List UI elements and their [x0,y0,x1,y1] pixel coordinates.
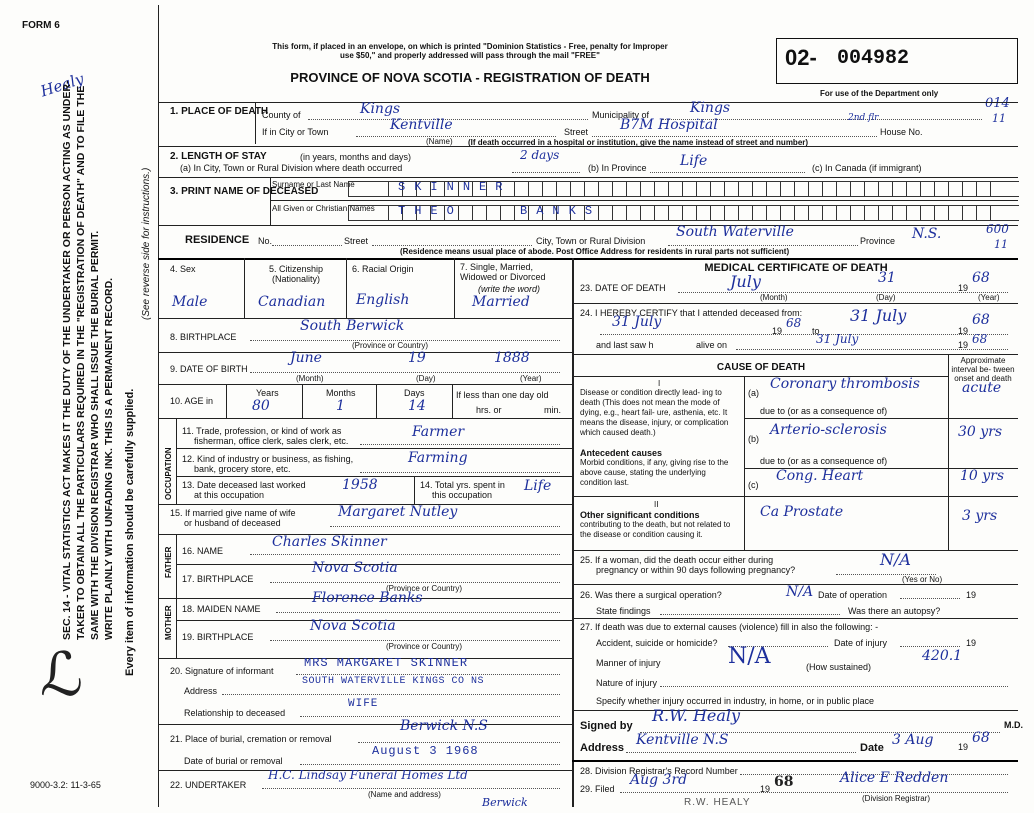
burial-date-value: August 3 1968 [372,744,479,758]
external-cause-value: N/A [728,644,771,669]
spouse-label2-text: or husband of deceased [184,518,281,528]
mother-side-label: MOTHER [164,605,173,640]
place-house-label-text: House No. [880,127,923,137]
letter-box [739,206,753,220]
page-title: PROVINCE OF NOVA SCOTIA - REGISTRATION OF DEATH [290,70,650,85]
letter-box [879,206,893,220]
letter-box [795,182,809,196]
letter-box [767,206,781,220]
medical-antecedent-label-text: Antecedent causes [580,448,663,458]
death-year: 68 [972,270,990,286]
letter-box [697,206,711,220]
letter-box [543,182,557,196]
pregnancy-value: N/A [880,550,911,569]
letter-box [683,206,697,220]
letter-box [655,206,669,220]
medical-d-label-text: (Day) [876,293,896,302]
letter-box [753,206,767,220]
place-street-label-text: Street [564,127,589,137]
medical-accident-text: Accident, suicide or homicide? [596,638,718,648]
letter-box [823,206,837,220]
letter-box [349,206,389,220]
medical-antecedent-sub-text: Morbid conditions, if any, giving rise to the above cause, stating the underlying condition last. [580,458,729,487]
medical-sustained-text: (How sustained) [806,662,872,672]
name-surname-6-text: R [495,180,512,194]
residence-city-value: South Waterville [676,224,794,240]
letter-box [837,206,851,220]
dept-code-2: 11 [992,112,1006,125]
medical-op-date-text: Date of operation [818,590,888,600]
letter-box [349,182,389,196]
medical-c19a-text: 19 [966,590,977,600]
medical-specify-text: Specify whether injury occurred in industry, in home, or in public place [596,696,874,706]
direct-cause-label: Disease or condition directly lead- ing to death (This does not mean the mode of dying, e.g., heart fail- ure, asthenia, etc. It means the disease, injury, or complication which caused death.) [580,388,729,437]
undertaker-sub-text: (Name and address) [368,790,441,799]
letter-box [655,182,669,196]
letter-box [963,182,977,196]
medical-l24-text: 24. I HEREBY CERTIFY that I attended deceased from: [580,308,803,318]
medical-manner-text: Manner of injury [596,658,661,668]
age-hrs-label-text: hrs. or [476,405,502,415]
medical-autopsy-text: Was there an autopsy? [848,606,941,616]
occupation-l14-text: 14. Total yrs. spent in [420,480,505,490]
informant-address-value: SOUTH WATERVILLE KINGS CO NS [302,676,485,687]
name-surname-2-text: I [430,180,447,194]
burial-place-value: Berwick N.S [400,718,488,734]
medical-date-y-pre-text: 19 [958,742,969,752]
stay-label-text: 2. LENGTH OF STAY [170,151,267,162]
letter-box [921,206,935,220]
undertaker-address-value: Berwick [482,796,528,809]
occupation-l14b-text: this occupation [432,490,493,500]
medical-b-label-text: (b) [748,434,759,444]
age-years-label-text: Years [256,388,279,398]
margin-name: Healy [38,69,86,101]
stay-c-label-text: (c) In Canada (if immigrant) [812,163,922,173]
name-given2-2-text: N [552,204,569,218]
medical-roman2-text: II [654,500,659,509]
last-worked-value: 1958 [342,477,378,493]
municipality-value: Kings [690,100,731,116]
dept-code-4: 11 [994,238,1008,251]
cause-a-value: Coronary thrombosis [770,376,920,392]
letter-box [585,182,599,196]
surname-value [398,180,511,194]
residence-city-label-text: City, Town or Rural Division [536,236,646,246]
registration-number-box [776,38,1018,84]
letter-box [795,206,809,220]
father-birthplace-value: Nova Scotia [312,560,398,576]
undertaker-value: H.C. Lindsay Funeral Homes Ltd [268,768,468,782]
medical-other-label-text: Other significant conditions [580,510,700,520]
dept-code-3: 600 [986,222,1009,236]
name-surname-label-text: Surname or Last Name [272,180,355,189]
registrar-filed-y-pre-text: 19 [760,784,771,794]
citizenship-value: Canadian [258,294,326,310]
medical-y-label-text: (Year) [978,293,1000,302]
cause-b-interval: 30 yrs [958,424,1003,440]
letter-box [599,182,613,196]
note-line1-text: This form, if placed in an envelope, on which is printed "Dominion Statistics - Free, penalty for Improper [272,42,668,51]
letter-box [613,206,627,220]
letter-box [725,206,739,220]
spouse-value: Margaret Nutley [338,504,458,520]
medical-date-label-text: Date [860,742,884,754]
stamp-name: R.W. HEALY [684,797,751,808]
registrar-l29-text: 29. Filed [580,784,615,794]
cause-b-value: Arterio-sclerosis [770,422,887,438]
name-given1-0-text: T [398,204,415,218]
registration-number: 004982 [837,47,910,70]
place-institution-note-text: (If death occurred in a hospital or institution, give the name instead of street and number) [468,138,809,147]
mother-name-value: Florence Banks [312,590,423,606]
medical-c19b-text: 19 [966,638,977,648]
name-given2-1-text: A [536,204,553,218]
county-value: Kings [360,101,401,117]
father-name-label-text: 16. NAME [182,546,224,556]
dob-d-label-text: (Day) [416,374,436,383]
letter-box [935,182,949,196]
death-day: 31 [878,270,896,286]
relationship-value: WIFE [348,698,379,710]
letter-box [683,182,697,196]
mother-bp-label-text: 19. BIRTHPLACE [182,632,254,642]
letter-box [963,206,977,220]
letter-box [767,182,781,196]
father-side-label: FATHER [164,546,173,578]
name-surname-1-text: K [414,180,431,194]
medical-l26-text: 26. Was there a surgical operation? [580,590,722,600]
name-surname-4-text: N [462,180,480,194]
stay-a-label-text: (a) In City, Town or Rural Division where death occurred [180,163,403,173]
letter-box [809,206,823,220]
letter-box [487,206,501,220]
medical-cause-title-text: CAUSE OF DEATH [716,362,806,373]
medical-findings-text: State findings [596,606,651,616]
side-statute2-text: TAKER TO OBTAIN ALL THE PARTICULARS REQUIRED IN THE "REGISTRATION OF DEATH" AND TO FILE THE [75,85,87,640]
letter-box [809,182,823,196]
personal-marital-label-text: 7. Single, Married, Widowed or Divorced [460,262,546,282]
birthplace-label-text: 8. BIRTHPLACE [170,332,237,342]
name-given2-3-text: K [568,204,585,218]
cause-c-interval: 10 yrs [960,468,1005,484]
filed-year: 68 [774,774,794,790]
medical-md-text: M.D. [1004,720,1023,730]
letter-box [529,182,543,196]
letter-box [879,182,893,196]
note-line2-text: use $50," and properly addressed will pass through the mail "FREE" [340,51,600,60]
letter-box [515,182,529,196]
attended-from-year: 68 [786,316,802,330]
age-days: 14 [408,398,426,414]
surgery-value: N/A [786,584,814,600]
medical-year-pre-text: 19 [958,283,969,293]
attended-to: 31 July [850,306,907,325]
letter-box [641,182,655,196]
residence-street-label-text: Street [344,236,369,246]
medical-from-y-pre-text: 19 [772,326,783,336]
stay-b-label-text: (b) In Province [588,163,647,173]
stay-province-value: Life [680,153,708,169]
dob-m-label-text: (Month) [296,374,324,383]
dob-month: June [290,350,322,366]
medical-c-label-text: (c) [748,480,759,490]
letter-box [851,206,865,220]
registrar-sub-text: (Division Registrar) [862,794,931,803]
residence-province-value: N.S. [912,226,942,242]
cause-a-interval: acute [962,380,1002,396]
code-value: 420.1 [922,648,963,664]
place-name-label-text: (Name) [426,137,453,146]
medical-title: MEDICAL CERTIFICATE OF DEATH [704,262,888,274]
other-condition-value: Ca Prostate [760,504,844,520]
name-given1-2-text: E [430,204,447,218]
medical-due2-text: due to (or as a consequence of) [760,456,888,466]
personal-cit-sub-text: (Nationality) [271,274,320,284]
letter-box [837,182,851,196]
letter-box [949,182,963,196]
personal-race-label-text: 6. Racial Origin [352,264,414,274]
dob-year: 1888 [494,350,530,366]
cause-c-value: Cong. Heart [776,468,864,484]
medical-yn-text: (Yes or No) [902,575,943,584]
letter-box [627,206,641,220]
residence-label-text: RESIDENCE [185,234,250,246]
form-number: FORM 6 [22,20,60,31]
age-lt-label-text: If less than one day old [456,390,549,400]
father-bp-label-text: 17. BIRTHPLACE [182,574,254,584]
letter-box [753,182,767,196]
dob-label-text: 9. DATE OF BIRTH [170,364,248,374]
medical-l25b-text: pregnancy or within 90 days following pregnancy? [596,565,796,575]
letter-box [557,182,571,196]
occupation-l13b-text: at this occupation [194,490,265,500]
city-value: Kentville [390,117,453,133]
medical-other-sub-text: contributing to the death, but not related to the disease or condition causing it. [580,520,731,539]
age-label-text: 10. AGE in [170,396,214,406]
letter-box [627,182,641,196]
attended-to-year: 68 [972,312,990,328]
letter-box [977,206,991,220]
dob-day: 19 [408,350,426,366]
medical-l23-text: 23. DATE OF DEATH [580,283,666,293]
age-months: 1 [336,398,345,414]
mother-birthplace-value: Nova Scotia [310,618,396,634]
residence-note-text: (Residence means usual place of abode. Post Office Address for residents in rural parts not sufficient) [400,247,790,256]
medical-to-label-text: to [812,326,820,336]
age-years: 80 [252,398,270,414]
name-given2-4-text: S [584,204,602,218]
medical-last-y-pre-text: 19 [958,340,969,350]
letter-box [599,206,613,220]
letter-box [781,206,795,220]
medical-l27-text: 27. If death was due to external causes (violence) fill in also the following: - [580,622,879,632]
given-value-1 [398,204,463,218]
letter-box [641,206,655,220]
stay-city-value: 2 days [520,148,560,162]
total-years-value: Life [524,478,552,494]
letter-box [893,182,907,196]
letter-box [851,182,865,196]
birthplace-value: South Berwick [300,318,405,334]
personal-sex-label-text: 4. Sex [170,264,196,274]
name-given1-3-text: O [446,204,463,218]
birthplace-sub-text: (Province or Country) [352,341,429,350]
side-statute4-text: WRITE PLAINLY WITH UNFADING INK. THIS IS A PERMANENT RECORD. [103,277,115,640]
place-city-label-text: If in City or Town [262,127,329,137]
place-label: 1. PLACE OF DEATH [170,106,269,117]
residence-no-label-text: No. [258,236,273,246]
last-seen-year: 68 [972,332,988,346]
age-months-label-text: Months [326,388,356,398]
informant-rel-label-text: Relationship to deceased [184,708,286,718]
name-label-text: 3. PRINT NAME OF DECEASED [170,186,319,197]
marital-value: Married [472,294,530,310]
side-reverse: (See reverse side for instructions.) [141,167,152,320]
letter-box [711,206,725,220]
physician-signature: R.W. Healy [652,706,741,725]
side-statute [60,80,116,640]
undertaker-label-text: 22. UNDERTAKER [170,780,247,790]
attended-from: 31 July [612,314,662,330]
medical-to-y-pre-text: 19 [958,326,969,336]
stay-label-sub-text: (in years, months and days) [300,152,412,162]
letter-box [697,182,711,196]
personal-cit-label-text: 5. Citizenship [268,264,324,274]
letter-box [501,206,515,220]
mail-note [200,42,740,60]
filed-date: Aug 3rd [630,772,688,788]
father-bp-sub-text: (Province or Country) [386,584,463,593]
letter-box [669,182,683,196]
letter-box [907,182,921,196]
medical-nature-text: Nature of injury [596,678,658,688]
mother-bp-sub-text: (Province or Country) [386,642,463,651]
mother-name-label-text: 18. MAIDEN NAME [182,604,261,614]
registrar-l28-text: 28. Division Registrar's Record Number [580,766,738,776]
residence-province-label-text: Province [860,236,896,246]
last-seen: 31 July [816,332,859,346]
occupation-l13-text: 13. Date deceased last worked [182,480,306,490]
medical-a-label-text: (a) [748,388,759,398]
dept-code-1: 014 [985,96,1010,111]
place-county-label-text: County of [262,110,301,120]
letter-box [725,182,739,196]
registrar-signature: Alice E Redden [840,770,949,786]
letter-box [977,182,991,196]
informant-addr-label-text: Address [184,686,218,696]
occupation-l11b-text: fisherman, office clerk, sales clerk, etc. [194,436,349,446]
burial-label-text: 21. Place of burial, cremation or removal [170,734,332,744]
medical-injury-date-text: Date of injury [834,638,888,648]
place-municipality-label-text: Municipality of [592,110,650,120]
street-value: B7M Hospital [620,117,718,133]
other-condition-interval: 3 yrs [962,508,998,524]
letter-box [935,206,949,220]
given-value-2 [520,204,601,218]
name-surname-0-text: S [398,180,415,194]
margin-initial-mark: ℒ [40,640,84,710]
physician-address: Kentville N.S [636,732,729,748]
letter-box [711,182,725,196]
side-statute-text: SEC. 14 - VITAL STATISTICS ACT MAKES IT THE DUTY OF THE UNDERTAKER OR PERSON ACTING AS UNDER- [61,80,73,640]
racial-origin-value: English [356,292,410,308]
letter-box [949,206,963,220]
personal-marital-sub-text: (write the word) [478,284,541,294]
name-surname-3-text: N [446,180,463,194]
medical-alive-label-text: alive on [696,340,728,350]
letter-box [571,182,585,196]
letter-box [613,182,627,196]
burial-date-label-text: Date of burial or removal [184,756,283,766]
medical-interval-label-text: Approximate interval be- tween onset and death [951,356,1015,383]
medical-l25-text: 25. If a woman, did the death occur either during [580,555,774,565]
occupation-l11-text: 11. Trade, profession, or kind of work as [182,426,342,436]
reg-prefix-text: 02- [785,45,817,70]
occupation-l12b-text: bank, grocery store, etc. [194,464,291,474]
side-statute3-text: SAME WITH THE DIVISION REGISTRAR WHO SHALL ISSUE THE BURIAL PERMIT. [89,230,101,640]
certificate-year: 68 [972,730,990,746]
letter-box [669,206,683,220]
age-days-label-text: Days [404,388,425,398]
house-note: 2nd flr [848,113,879,123]
medical-last-label-text: and last saw h [596,340,654,350]
medical-due1-text: due to (or as a consequence of) [760,406,888,416]
sex-value: Male [172,294,208,310]
letter-box [907,206,921,220]
letter-box [893,206,907,220]
letter-box [781,182,795,196]
letter-box [865,206,879,220]
death-month: July [730,272,761,291]
dob-y-label-text: (Year) [520,374,542,383]
spouse-label-text: 15. If married give name of wife [170,508,296,518]
certificate-date: 3 Aug [892,732,934,748]
industry-value: Farming [408,450,468,466]
letter-box [739,182,753,196]
name-surname-5-text: E [479,180,496,194]
trade-value: Farmer [412,424,465,440]
side-every: Every item of information should be carefully supplied. [124,388,136,676]
name-given-label-text: All Given or Christian Names [272,204,375,213]
father-name-value: Charles Skinner [272,534,387,550]
occupation-side-label: OCCUPATION [164,447,173,500]
informant-label-text: 20. Signature of informant [170,666,274,676]
medical-m-label-text: (Month) [760,293,788,302]
medical-addr-label-text: Address [580,742,625,754]
medical-roman1-text: I [658,379,661,388]
form-code: 9000-3.2: 11-3-65 [30,780,101,790]
name-given1-1-text: H [414,204,431,218]
letter-box [921,182,935,196]
age-min-label-text: min. [544,405,562,415]
medical-signed-label-text: Signed by [580,720,633,732]
letter-box [823,182,837,196]
dept-use-label: For use of the Department only [820,89,939,98]
letter-box [865,182,879,196]
name-given2-0-text: B [520,204,537,218]
letter-box [473,206,487,220]
occupation-l12-text: 12. Kind of industry or business, as fishing, [182,454,354,464]
informant-value: MRS MARGARET SKINNER [304,656,469,670]
